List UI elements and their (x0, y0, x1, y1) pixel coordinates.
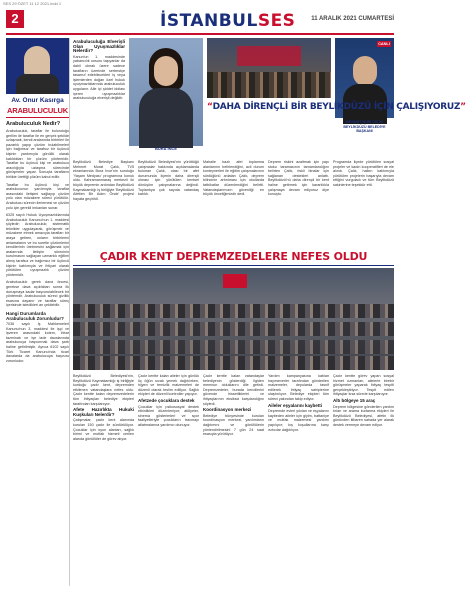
column-name: ARABULUCULUK (7, 106, 68, 115)
column-subtitle: Arabuluculuk Nedir? (6, 121, 61, 127)
column-text: 6325 sayılı Hukuk Uyuşmazlıklarında Arabuluculuk Kanunu'nun 1. maddesi şöyledir: Arabuluculuk; sistematik teknikler uygulayarak, görüşmek ve müzakere etmek amacıyla tarafları bir araya getiren, onların birbirlerini anlamalarını ve bu suretle çözümlerini kendilerinin üretmesini sağlamak için aralarında iletişim sürecinin kurulmasını sağlayan uzmanlık eğitimi almış tarafsız ve bağımsız bir üçüncü kişinin katılımıyla ve ihtiyari olarak yürütülen uyuşmazlık çözüm yöntemidir. (6, 213, 69, 277)
story2-col-5-text: Çadır kentte görev yapan sosyal hizmet uzmanları, ailelerle birebir görüşmeler yaparak ihtiyaç tespiti gerçekleştiriyor. Tespit edilen ihtiyaçlar kısa sürede karşılanıyor. (333, 374, 394, 397)
story2-col-4-text-b: Depremde evleri yıkılan ve eşyalarını kaybeden aileler için giyim, battaniye ve mutfak malzemesi yardımı yapılıyor; kış koşullarına karşı ısıtıcılar dağıtılıyor. (268, 409, 329, 432)
story1-top (73, 38, 466, 162)
story2-col-1 (73, 374, 134, 441)
story1-headline (207, 102, 466, 118)
column-text: 7036 sayılı İş Mahkemeleri Kanunu'nun 3. maddesi ile işçi ve işveren arasındaki kıdem, ihbar tazminatı ve işe iade davalarında arabulucuya başvurmak dava şartı haline getirilmiştir. Ayrıca 6102 sayılı Türk Ticaret Kanunu'nda ticari davalarda da arabulucuya başvuru zorunludur. (6, 321, 69, 363)
print-slug: SES 29 ÖZET 11 12 2021.indd 1 (3, 1, 62, 6)
story2-body (73, 374, 394, 588)
story1-body (73, 160, 394, 246)
column-text: Taraflar bu üçüncü kişi ve arabulucunun yardımıyla taraflar arasındaki iletişimi sağlayıp çözüm yolu olan müzakere süreci yürütülür. Arabulucu sürecin ilerlemesi ve çözüm yolu için gerekli imkanları sunar. (6, 182, 69, 210)
presenter-caption: BURA İNCE (154, 146, 178, 151)
story2-rule (73, 265, 394, 266)
masthead (160, 10, 295, 32)
story1-lead-text: Kanun'un 1. maddesinde yabancılık unsuru taşıyanlar da dahil olmak üzere sadece tarafların üzerinde serbestçe tasarruf edebilecekleri iş veya işlemlerden doğan özel hukuk uyuşmazlıklarında arabuluculuk uygulanır. Aile içi şiddet iddiası içeren uyuşmazlıklar arabuluculuğa elverişli değildir. (73, 54, 125, 101)
story2-col-1-text: Beylikdüzü Belediyesi'nin, Beylikdüzü Kaymakamlığı iş birliğiyle kurduğu çadır kent, depremden etkilenen vatandaşlara nefes oldu. Çadır kentte kalan depremzedelerin tüm ihtiyaçları belediye ekipleri tarafından karşılanıyor. (73, 374, 134, 406)
story2-col-1-text-b: Çalışmalar, çadır kent alanında kurulan 150 çadır ile sürdürülüyor. Çocuklar için oyun alanları, sağlık birimi ve mutfak hizmeti verilen alanda gönüllüler de görev alıyor. (73, 418, 134, 441)
story2-col-3 (203, 374, 264, 437)
column-text: Arabuluculuk gerek dava öncesi, gerekse dava açıldıktan sonra ilk duruşmaya kadar başvurulabilecek bir yöntemdir. Arabuluculuk süreci gizlilik esasına dayanır ve taraflar süreç içerisinde istedikleri an çekilebilir. (6, 280, 69, 308)
page-number: 2 (6, 10, 24, 28)
story2-col-5 (333, 374, 394, 428)
story2-col-2-text-b: Çocuklar için psikososyal destek etkinlikleri düzenleniyor; atölyeler, sinema gösterimleri ve spor faaliyetleriyle çocukların travmayı atlatmalarına yardımcı olunuyor. (138, 404, 199, 427)
presenter-photo (129, 38, 203, 146)
story2-col-2-subheading: Afetzede çocuklara destek (138, 397, 195, 403)
story1-headline-text: DAHA DİRENÇLİ BİR BEYLİKDÜZÜ İÇİN ÇALIŞIYORUZ (212, 102, 461, 112)
story1-col-5: Programda ilçede yürütülen sosyal projeler ve kadın kooperatifleri de ele alındı. Çalık, halkın katılımıyla yürütülen projelerin başarıyla devam ettiğini vurguladı ve tüm Beylikdüzü sakinlerine teşekkür etti. (333, 160, 394, 187)
story2-col-2-text: Çadır kentte kalan aileler için günlük üç öğün sıcak yemek dağıtılırken, hijyen ve temizlik malzemeleri de düzenli olarak teslim ediliyor. Sağlık ekipleri de düzenli kontroller yapıyor. (138, 374, 199, 397)
header-rule (6, 33, 394, 35)
story2-col-4-subheading: Aileler eşyalarını kaybetti (268, 402, 323, 408)
story2-col-5-text-b: Deprem bölgesine gönderilen yardım tırları ve arama kurtarma ekipleri ile Beylikdüzü Belediyesi, afetin ilk gününden itibaren sahada yer alarak destek vermeye devam ediyor. (333, 404, 394, 427)
column-arabuluculuk (6, 38, 70, 586)
story2-headline: ÇADIR KENT DEPREMZEDELERE NEFES OLDU (99, 250, 368, 263)
story1-col-4: Deprem riskini azaltmak için yapı stoku taramasının tamamlandığını belirten Çalık, riskli binalar için sağlanan destekleri anlattı. Beylikdüzü'nü daha dirençli bir kent haline getirmek için kararlılıkla çalışmaya devam ediyoruz diye konuştu. (268, 160, 329, 197)
column-text: Arabuluculuk, taraflar ile bulunduğu gerilim ile taraflar ile en gerçek şekilde uzlaşmak, kendi aralarında birbirleri ile pazarlık yapıp çözüm bulabilmeleri için bağımsız ve tarafsız bir üçüncü kişinin yardımıyla gönüllü olarak katıldıkları bir çözüm yöntemidir. Taraflar bu üçüncü kişi ve arabulucu aracılığıyla uzlaşma sürecinde görüşmeler yapar. Sonuçta tarafların birlikte ürettiği çözüm kabul edilir. (6, 129, 69, 179)
author-photo (6, 38, 69, 94)
story1-col-3: Mahalle bazlı afet toplanma alanlarının belirlendiğini, acil durum konteynerleri ile eğitim çalışmalarının sürdüğünü anlatan Çalık, deprem bilincinin artırılması için okullarda tatbikatlar düzenlendiğini belirtti. Vatandaşlarımızın güvenliği en büyük önceliğimizdir dedi. (203, 160, 264, 197)
story2-col-5-subheading: Altı bölgeye 15 araç (333, 397, 376, 403)
story2-col-1-subheading: Afete Hazırlıkta Hukuki Kuşkuları Nelerdir? (73, 407, 134, 417)
story2-col-4-text: Yardım kampanyasına katılan hayırseverler tarafından gönderilen malzemeler, depolarda tasnif edilerek ihtiyaç sahiplerine ulaştırılıyor. Belediye ekipleri tüm süreci yakından takip ediyor. (268, 374, 329, 401)
story1-lead-column (73, 38, 125, 101)
page-header (0, 10, 400, 32)
column-rule (6, 117, 69, 118)
headline-open-quote: “ (207, 102, 213, 112)
story2-col-4 (268, 374, 329, 432)
tent-city-photo (73, 268, 394, 370)
column-subheading: Hangi Durumlarda Arabuluculuk Zorunludur? (6, 310, 64, 321)
story2-col-3-text: Çadır kentte kalan vatandaşlar belediyenin gösterdiği ilgiden memnun olduklarını dile getirdi. Depremzedeler, burada kendilerini güvende hissettiklerini ve ihtiyaçlarının eksiksiz karşılandığını söyledi. (203, 374, 264, 406)
channel-logo: CANLI (378, 42, 390, 46)
story2-col-3-text-b: Belediye bünyesinde kurulan koordinasyon merkezi, yardımların dağıtımını ve gönüllülerin yönlendirilmesini 7 gün 24 saat esasıyla yürütüyor. (203, 413, 264, 437)
masthead-ses: SES (257, 11, 296, 31)
story1-lead-subheading: Arabuluculuğa Elverişli Olan Uyuşmazlıklar Nelerdir? (73, 39, 125, 54)
story1-col-2: Beylikdüzü Belediyesi'nin yürüttüğü çalışmalar hakkında açıklamalarda bulunan Çalık, olası bir afet durumunda ilçenin daha dirençli olması için yürütülen kentsel dönüşüm çalışmalarına değindi. Toplantıya çok sayıda vatandaş katıldı. (138, 160, 199, 197)
headline-close-quote: ” (460, 102, 466, 112)
story2-col-2 (138, 374, 199, 428)
story1-col-1: Beylikdüzü Belediye Başkanı Mehmet Murat Çalık, TV5 ekranlarında Bura İnce'nin sunduğu 'Yaşam Medyası' programına konuk oldu. Kahramanmaraş merkezli iki büyük depremin ardından Beylikdüzü Kaymakamlığı iş birliğiyle 'Beylikdüzü Afetten Bir Adım Önde' projesi hayata geçirildi. (73, 160, 134, 201)
masthead-istanbul: İSTANBUL (160, 11, 258, 31)
event-photo (207, 38, 331, 98)
story2-col-3-subheading: Koordinasyon merkezi (203, 407, 252, 413)
column-author: Av. Onur Kasırga (11, 97, 64, 104)
issue-date: 11 ARALIK 2021 CUMARTESİ (311, 16, 394, 22)
mayor-caption: MEHMET NURİ ÇELİK BEYLİKDÜZÜ BELEDİYE BAŞKANI (343, 120, 386, 133)
